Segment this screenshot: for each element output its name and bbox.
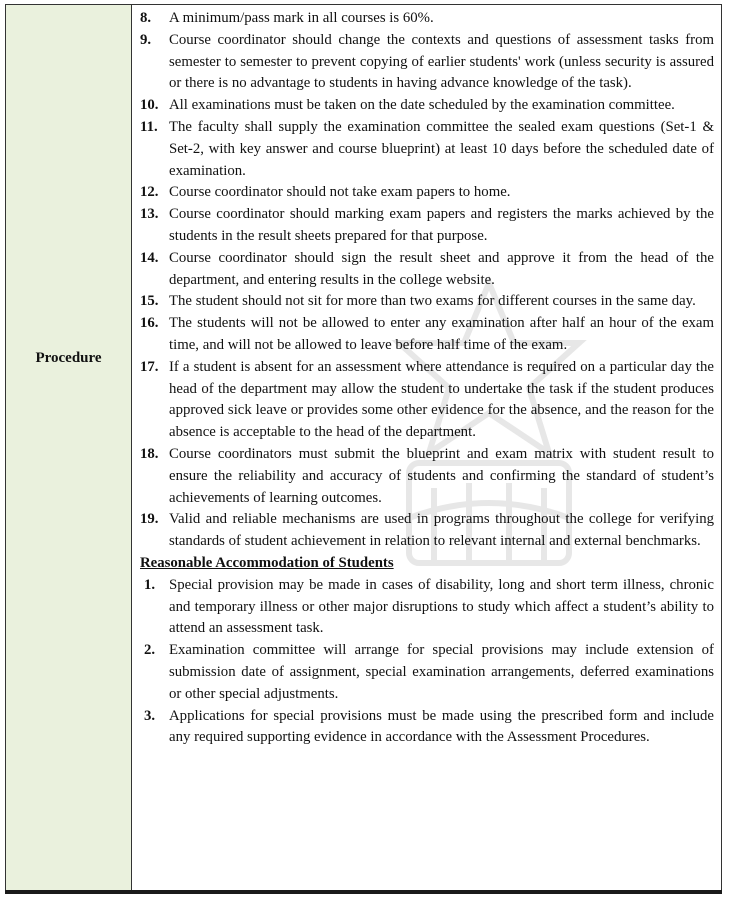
item-number: 8. xyxy=(140,10,152,26)
list-item xyxy=(140,182,714,204)
list-item xyxy=(140,291,714,313)
list-item xyxy=(140,30,714,95)
item-number: 15. xyxy=(140,293,159,310)
procedure-list xyxy=(140,8,714,553)
procedure-label-cell xyxy=(6,5,132,890)
item-number: 2. xyxy=(144,642,156,659)
item-number: 11. xyxy=(140,118,158,135)
list-item xyxy=(140,204,714,248)
list-item xyxy=(140,313,714,357)
item-text: The faculty shall supply the examination committee the sealed exam questions (Set-1 & Set-2, with key answer and course blueprint) at least 10 days before the scheduled date of examination. xyxy=(169,118,714,179)
item-text: The students will not be allowed to enter any examination after half an hour of the exam time, and will not be allowed to leave before half time of the exam. xyxy=(169,315,714,353)
item-number: 13. xyxy=(140,206,159,223)
item-number: 14. xyxy=(140,249,159,266)
list-item xyxy=(140,8,714,30)
item-text: Valid and reliable mechanisms are used in programs throughout the college for verifying standards of student achievement in relation to relevant internal and external benchmarks. xyxy=(169,511,714,550)
procedure-label: Procedure xyxy=(35,350,102,366)
item-text: Course coordinator should marking exam papers and registers the marks achieved by the students in the result sheets prepared for that purpose. xyxy=(169,206,714,244)
item-text: All examinations must be taken on the date scheduled by the examination committee. xyxy=(169,97,675,114)
item-text: If a student is absent for an assessment where attendance is required on a particular day the head of the department may allow the student to undertake the task if the student produces approved sick leave or provides some other evidence for the absence, and the reason for the absence is acceptable to the head of the department. xyxy=(169,358,714,441)
procedure-content-cell xyxy=(132,5,721,890)
item-number: 18. xyxy=(140,445,159,462)
list-item xyxy=(140,95,714,117)
item-number: 17. xyxy=(140,358,159,375)
list-item xyxy=(140,444,714,509)
list-item xyxy=(140,248,714,292)
item-text: Course coordinator should sign the result sheet and approve it from the head of the department, and entering results in the college website. xyxy=(169,249,714,288)
item-text: Course coordinator should not take exam papers to home. xyxy=(169,184,511,201)
item-number: 3. xyxy=(144,707,156,724)
list-item xyxy=(140,640,714,705)
item-text: Special provision may be made in cases of disability, long and short term illness, chronic and temporary illness or other major disruptions to study which affect a student’s ability to attend an assessment task. xyxy=(169,576,714,637)
item-number: 10. xyxy=(140,97,159,114)
list-item xyxy=(140,357,714,444)
item-text: Course coordinators must submit the blueprint and exam matrix with student result to ensure the reliability and accuracy of students and confirming the standard of student’s achievements of learning outcomes. xyxy=(169,445,714,506)
item-number: 12. xyxy=(140,184,159,201)
accommodation-heading: Reasonable Accommodation of Students xyxy=(140,554,394,571)
item-text: Course coordinator should change the contexts and questions of assessment tasks from semester to semester to prevent copying of earlier students' work (unless security is assured or there is no advantage to students in having advance knowledge of the task). xyxy=(169,31,714,92)
item-number: 19. xyxy=(140,511,159,528)
table-bottom-rule xyxy=(5,890,722,894)
list-item xyxy=(140,706,714,750)
item-number: 16. xyxy=(140,315,159,332)
item-text: The student should not sit for more than two exams for different courses in the same day. xyxy=(169,293,696,310)
item-text: A minimum/pass mark in all courses is 60%. xyxy=(169,10,434,26)
item-number: 1. xyxy=(144,576,156,593)
item-text: Applications for special provisions must be made using the prescribed form and include any required supporting evidence in accordance with the Assessment Procedures. xyxy=(169,707,714,746)
item-number: 9. xyxy=(140,31,152,48)
item-text: Examination committee will arrange for special provisions may include extension of submission date of assignment, special examination arrangements, deferred examinations or other special adjustments. xyxy=(169,642,714,702)
list-item xyxy=(140,575,714,640)
procedure-table xyxy=(5,4,722,891)
list-item xyxy=(140,509,714,553)
list-item xyxy=(140,117,714,182)
accommodation-list xyxy=(140,575,714,749)
